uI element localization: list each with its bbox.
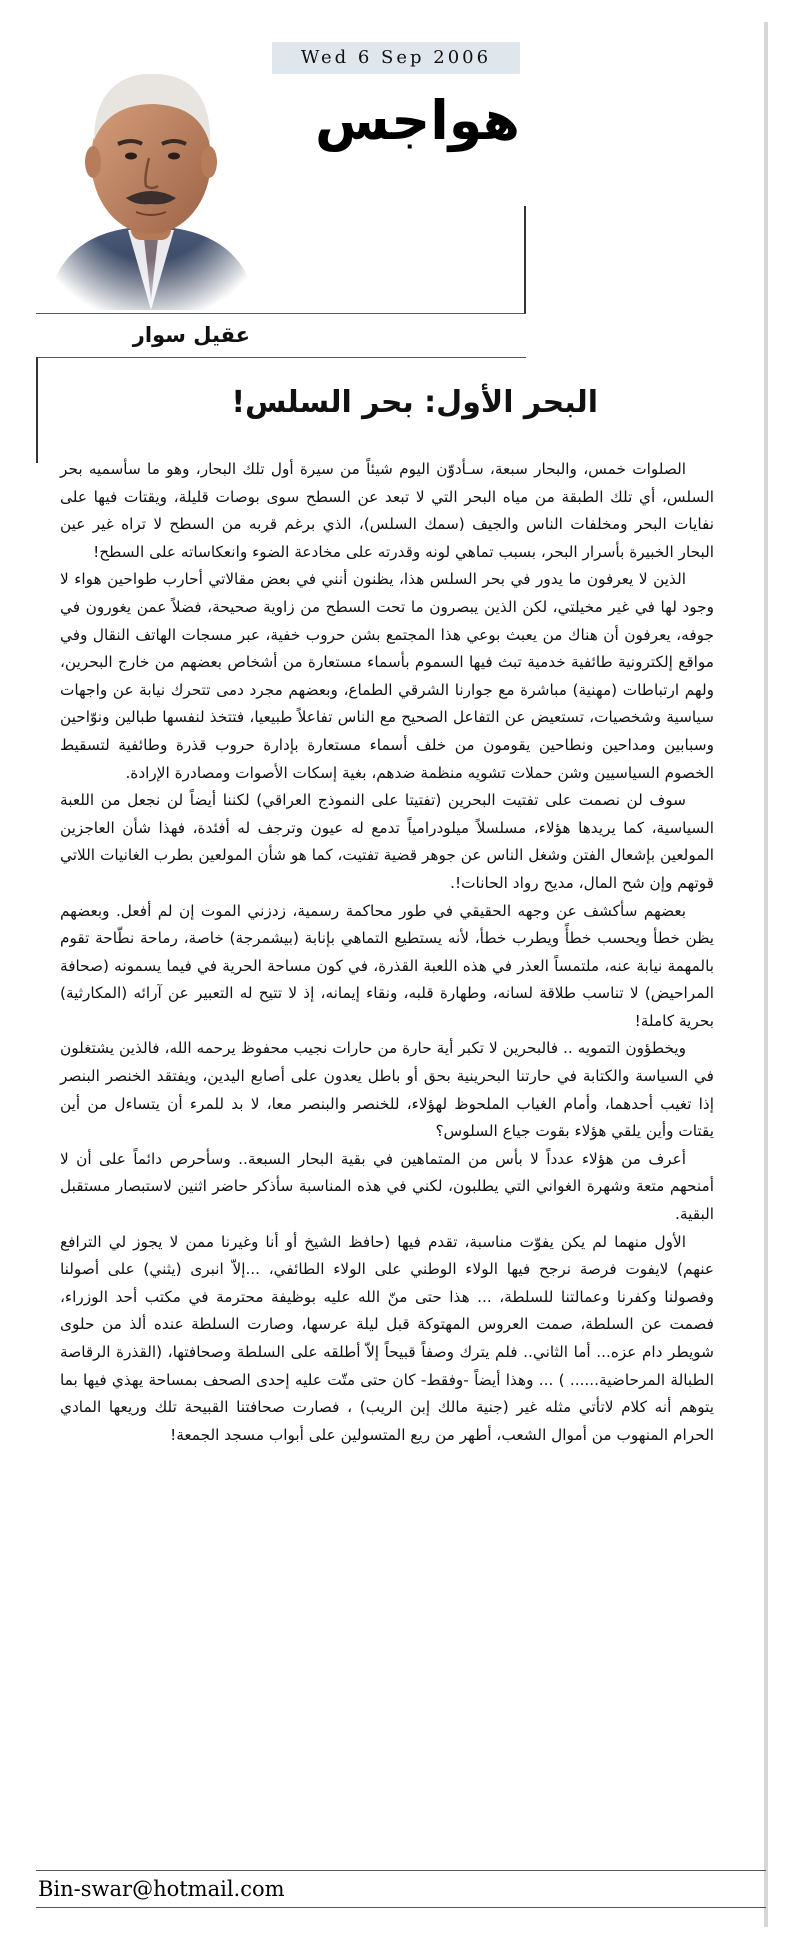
author-name: عقيل سوار xyxy=(132,323,250,347)
author-email: Bin-swar@hotmail.com xyxy=(38,1877,285,1901)
article-paragraph: سوف لن نصمت على تفتيت البحرين (تفتيتا على النموذج العراقي) لكننا أيضاً لن نجعل من اللعبة السياسية، كما يريدها هؤلاء، مسلسلاً ميلودرامياً تدمع له عيون وترجف له أفئدة، فهذا شأن العاجزين المولعين بإشعال الفتن وشغل الناس عن جوهر قضية تفتيت، كما هو شأن المولعين بطرب الغانيات اللاتي قوتهم وإن شح المال، مديح رواد الحانات!. xyxy=(60,791,714,892)
article-headline: البحر الأول: بحر السلس! xyxy=(231,385,598,420)
footer-bottom-rule xyxy=(36,1907,766,1908)
article-paragraph: الأول منهما لم يكن يفوّت مناسبة، تقدم فيها (حافظ الشيخ أو أنا وغيرنا ممن لا يجوز لي الترافع عنهم) لايفوت فرصة نرجح فيها الولاء الوطني على الولاء الطائفي، ...إلاّ انبرى (يثني) على أصولنا وفصولنا وكفرنا وعمالتنا للسلطة، ... هذا حتى منّ الله عليه بوظيفة محترمة في مكتب أحد الوزراء، فصمت عن السلطة، صمت العروس المهتوكة قبل ليلة عرسها، وصارت السلطة عنده ألذ من حلوى شويطر دام عزه... أما الثاني.. فلم يترك وصفاً قبيحاً إلاّ أطلقه على السلطة وصحافتها، (القذرة الرقاصة الطبالة المرحاضية...... ) ... وهذا أيضاً -وفقط- كان حتى متّت عليه إحدى الصحف بمساحة يهذي فيها بما يتوهم أنه كلام لاتأتي مثله غير (جنية مالك إبن الريب) ، فصارت صحافتنا القبيحة تلك وريعها المادي الحرام المنهوب من أموال الشعب، أطهر من ريع المتسولين على أبواب مسجد الجمعة! xyxy=(60,1232,714,1444)
header-divider xyxy=(36,313,526,314)
column-title: هواجس xyxy=(314,89,520,152)
date-label: Wed 6 Sep 2006 xyxy=(272,42,520,74)
page-edge-bar xyxy=(764,22,768,1927)
article-paragraph: الذين لا يعرفون ما يدور في بحر السلس هذا، يظنون أنني في بعض مقالاتي أحارب طواحين هواء لا وجود لها في غير مخيلتي، لكن الذين يبصرون ما تحت السطح من زاوية صحيحة، فضلاً عمن يغورون في جوفه، يعرفون أن هناك من يعبث بوعي هذا المجتمع بشن حروب خفية، عبر مسجات الهاتف النقال وفي مواقع إلكترونية طائفية خدمية تبث فيها السموم بأسماء مستعارة من أشخاص بعضهم من خارج البحرين، ولهم ارتباطات (مهنية) مباشرة مع جوارنا الشرقي الطماع، وبعضهم مجرد دمى تتحرك نيابة عن واجهات سياسية وشخصيات، تستعيض عن التفاعل الصحيح مع الناس تفاعلاً طبيعيا، فتتخذ لنفسها طبالين ونوّاحين وسبابين ومداحين ونطاحين يقومون من خلف أسماء مستعارة بإدارة حروب قذرة وطائفية لتسقيط الخصوم السياسيين وشن حملات تشويه منظمة ضدهم، بغية إسكات الأصوات ومصادرة الإرادة. xyxy=(60,570,714,782)
header-vertical-rule xyxy=(524,206,526,314)
author-portrait-icon xyxy=(36,48,266,310)
article-paragraph: بعضهم سأكشف عن وجهه الحقيقي في طور محاكمة رسمية، زدزني الموت إن لم أفعل. وبعضهم يظن خطأ ويحسب خطأً ويطرب خطأ، لأنه يستطيع التماهي بإنابة (بيشمرجة) خاصة، رماحة نطّاحة تقوم بالمهمة نيابة عنه، ملتمساً العذر في هذه اللعبة القذرة، في كون مساحة الحرية في فيما يسمونه (صحافة المراحيض) لا تناسب طلاقة لسانه، وطهارة قلبه، ونقاء إيمانه، إذ لا تتيح له التعبير عن آرائه (المكارثية) بحرية كاملة! xyxy=(60,901,714,1030)
footer-top-rule xyxy=(36,1870,766,1871)
headline-side-rule xyxy=(36,357,38,463)
article-paragraph: أعرف من هؤلاء عدداً لا بأس من المتماهين في بقية البحار السبعة.. وسأحرص دائماً على أن لا أمنحهم متعة وشهرة الغواني التي يطلبون، لكني في هذه المناسبة سأذكر حاضر اثنين لاستبصار مستقبل البقية. xyxy=(60,1149,714,1224)
headline-top-rule xyxy=(36,357,526,358)
article-body xyxy=(60,456,714,1449)
article-paragraph: الصلوات خمس، والبحار سبعة، سـأدوّن اليوم شيئاً من سيرة أول تلك البحار، وهو ما سأسميه بحر السلس، أي تلك الطبقة من مياه البحر التي لا تبعد عن السطح سوى بوصات قليلة، ويقتات فيها على نفايات البحر ومخلفات الناس والجيف (سمك السلس)، الذي برغم قربه من السطح لا تراه غير عين البحار الخبيرة بأسرار البحر، بسبب تماهي لونه وقدرته على مخادعة الضوء وانعكاساته على السطح! xyxy=(60,460,714,561)
article-paragraph: ويخطؤون التمويه .. فالبحرين لا تكبر أية حارة من حارات نجيب محفوظ يرحمه الله، فالذين يشتغلون في السياسة والكتابة في حارتنا البحرينية بحق أو باطل يعدون على أصابع اليدين، ويفتقد الخنصر البنصر إذا تغيب أحدهما، وأمام الغياب الملحوظ لهؤلاء، للخنصر والبنصر معا، لا بد للمرء أن يتساءل من أين يقتات وأين يلقي هؤلاء بقوت جياع السلوس؟ xyxy=(60,1039,714,1141)
